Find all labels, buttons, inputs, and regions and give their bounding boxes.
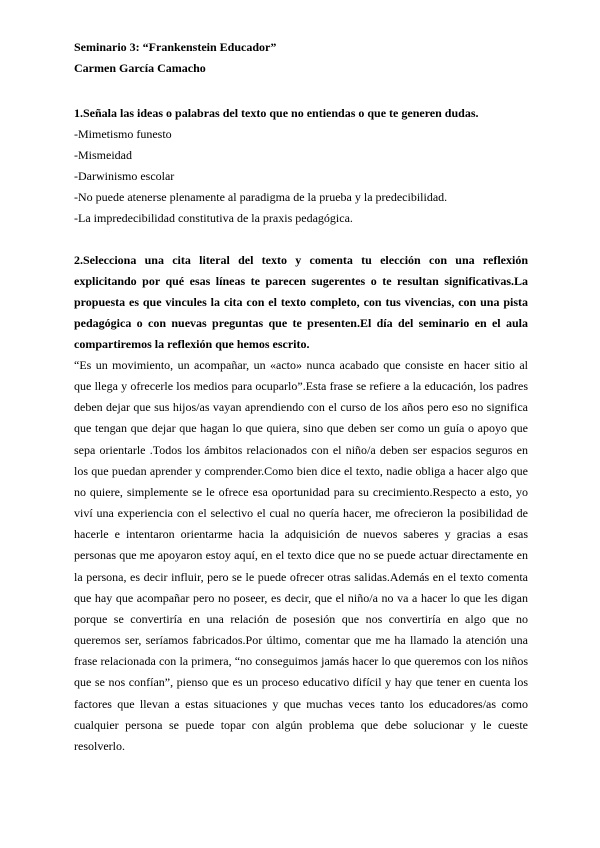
- list-item: -No puede atenerse plenamente al paradigma de la prueba y la predecibilidad.: [74, 190, 448, 204]
- list-item: -Darwinismo escolar: [74, 169, 175, 183]
- list-item: -Mimetismo funesto: [74, 127, 172, 141]
- question-2-answer: “Es un movimiento, un acompañar, un «acto» nunca acabado que consiste en hacer sitio al que llega y ofrecerle los medios para ocuparlo”.Esta frase se refiere a la educación, los padres deben dejar que sus hijos/as vayan aprendiendo con el curso de los años pero eso no significa que tengan que dejar que hagan lo que quiera, sino que deben ser como un guía o apoyo que sepa orientarle .Todos los ámbitos relacionados con el niño/a deben ser espacios seguros en los que puedan aprender y comprender.Como bien dice el texto, nadie obliga a hacer algo que no quiere, simplemente se le ofrece esa oportunidad para su crecimiento.Respecto a esto, yo viví una experiencia con el selectivo el cual no quería hacer, me ofrecieron la posibilidad de hacerle e intentaron orientarme hacia la adquisición de nuevos saberes y gracias a esas personas que me apoyaron estoy aquí, en el texto dice que no se puede actuar directamente en la persona, es decir influir, pero se le puede ofrecer otras salidas.Además en el texto comenta que hay que acompañar pero no poseer, es decir, que el niño/a no va a hacer lo que les digan porque se convertiría en una relación de posesión que nos convertiría en algo que no queremos ser, seríamos fabricados.Por último, comentar que me ha llamado la atención una frase relacionada con la primera, “no conseguimos jamás hacer lo que queremos con los niños que se nos confían”, pienso que es un proceso educativo difícil y hay que tener en cuenta los factores que llevan a estas situaciones y que muchas veces tanto los educadores/as como cualquier persona se puede topar con algún problema que debe solucionar y le cueste resolverlo.: [74, 358, 528, 753]
- seminar-title: Seminario 3: “Frankenstein Educador”: [74, 40, 277, 54]
- spacer: [74, 82, 528, 103]
- question-1-heading: 1.Señala las ideas o palabras del texto que no entiendas o que te generen dudas.: [74, 106, 479, 120]
- document-content: [74, 40, 528, 757]
- list-item: -Mismeidad: [74, 148, 132, 162]
- list-item: -La impredecibilidad constitutiva de la praxis pedagógica.: [74, 211, 353, 225]
- question-2-heading: 2.Selecciona una cita literal del texto y comenta tu elección con una reflexión explicitando por qué esas líneas te parecen sugerentes o te resultan significativas.La propuesta es que vincules la cita con el texto completo, con tus vivencias, con una pista pedagógica o con nuevas preguntas que te presenten.El día del seminario en el aula compartiremos la reflexión que hemos escrito.: [74, 253, 528, 351]
- author-name: Carmen García Camacho: [74, 61, 206, 75]
- spacer: [74, 229, 528, 250]
